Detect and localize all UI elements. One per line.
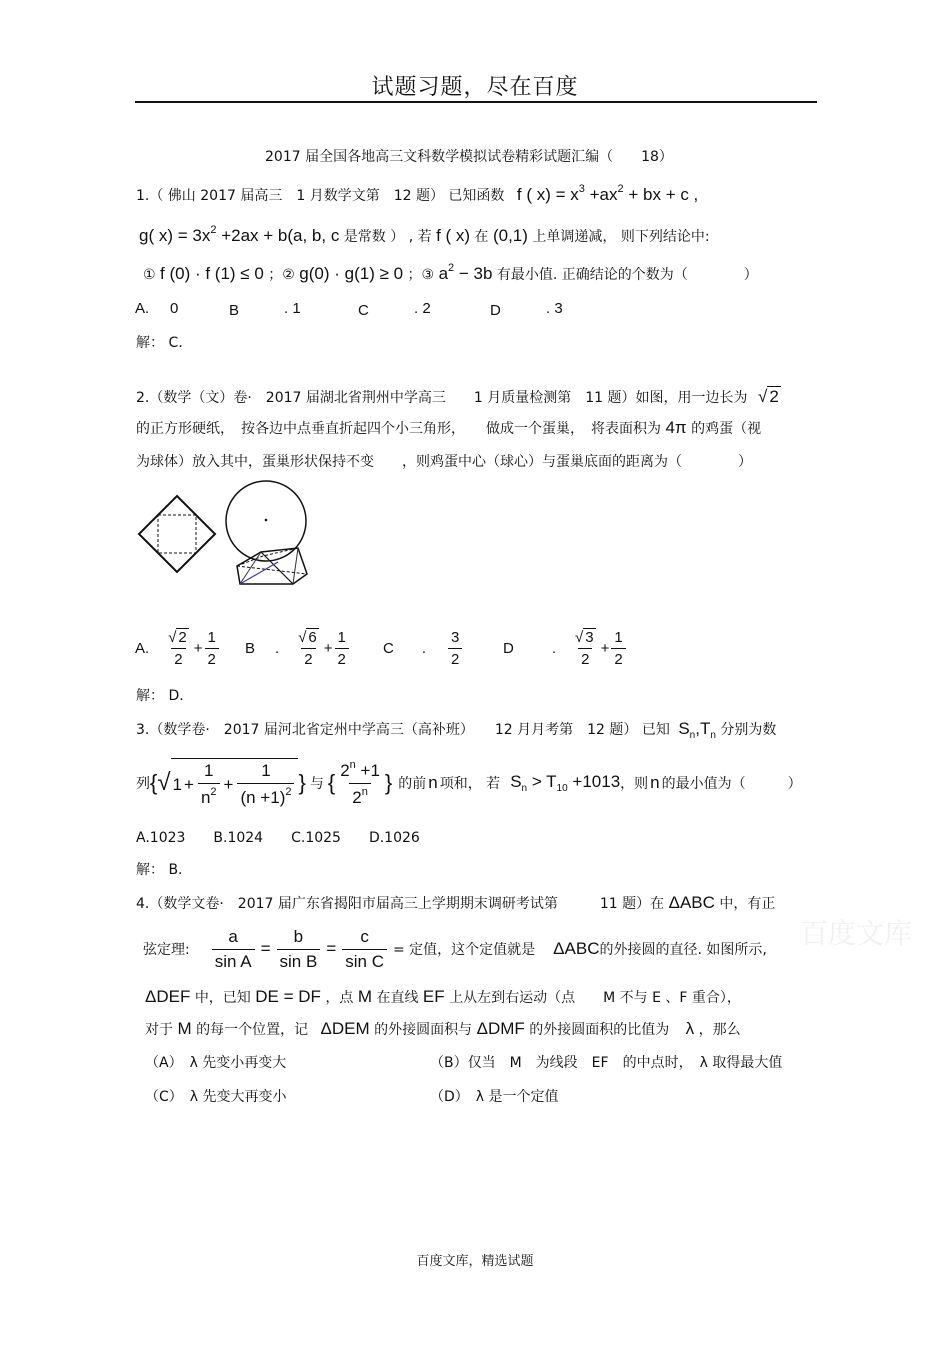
q1-line2: g( $x) = 3x^2 +2ax + b(a$, b, c 是常数 ） , 若 f ( x) 在 (0,1) 上单调递减， 则下列结论中: xyxy=(139,224,710,245)
q4-option-b: （B）仅当 M 为线段 EF 的中点时， λ 取得最大值 xyxy=(430,1055,783,1071)
square-paper-diagram xyxy=(139,496,215,572)
q2-line3: 为球体）放入其中，蛋巢形状保持不变 ，则鸡蛋中心（球心）与蛋巢底面的距离为（ ） xyxy=(136,454,752,470)
egg-in-nest-diagram xyxy=(226,481,307,584)
q4-line3: ΔDEF 中，已知 DE = DF ，点 M 在直线 EF 上从左到右运动（点 M 不与 E 、F 重合）， xyxy=(145,987,741,1006)
q2-option-b: B . $\frac{√ 6}{2}$ + $\frac{1}{2}$ xyxy=(245,624,351,672)
q2-line2: 的正方形硬纸， 按各边中点垂直折起四个小三角形， 做成一个蛋巢， 将表面积为 4π 的鸡蛋（视 xyxy=(136,418,762,437)
q3-answer: 解： B. xyxy=(136,862,183,878)
q1-choice-c-label: C xyxy=(358,302,369,319)
q1-f-expr: f ( $x) = x^3 +ax^2$ + bx + c , xyxy=(516,183,699,204)
q1-source: 1.（ 佛山 2017 届高三 1 月数学文第 12 题） 已知函数 xyxy=(136,188,505,204)
q1-choice-b-value: . 1 xyxy=(284,300,301,317)
q4-line4: 对于 M 的每一个位置，记 ΔDEM 的外接圆面积与 ΔDMF 的外接圆面积的比值为 λ ，那么 xyxy=(145,1019,741,1038)
q1-choice-c-value: . 2 xyxy=(414,300,431,317)
q1-line3: ① f (0) · f (1) ≤ 0 ；② g(0) · g(1) ≥ 0 ；③ $a^2 - 3b$ 有最小值. 正确结论的个数为（ ） xyxy=(143,262,758,283)
q2-line1: 2.（数学（文）卷· 2017 届湖北省荆州中学高三 1 月质量检测第 11 题）如图，用一边长为 √ 2 xyxy=(136,387,779,406)
watermark: 百度文库 xyxy=(800,917,913,950)
page-header-title: 试题习题，尽在百度 xyxy=(371,75,579,100)
page-footer: 百度文库，精选试题 xyxy=(416,1254,534,1269)
q2-answer: 解： D. xyxy=(136,688,184,704)
q3-choices: A.1023 B.1024 C.1025 D.1026 xyxy=(136,830,420,846)
q1-choice-b-label: B xyxy=(229,302,240,319)
q1-answer: 解： C. xyxy=(136,335,183,351)
q1-choice-d-value: . 3 xyxy=(546,300,563,317)
q3-line1: 3.（数学卷· 2017 届河北省定州中学高三（高补班） 12 月月考第 12 题） 已知 $S_n,T_n$ 分别为数 xyxy=(136,719,777,741)
q2-option-c: C . $\frac{3}{2}$ xyxy=(383,624,464,672)
q4-line1: 4.（数学文卷· 2017 届广东省揭阳市届高三上学期期末调研考试第 11 题）在 ΔABC 中，有正 xyxy=(136,893,776,912)
q1-choice-a-label: A. xyxy=(135,300,150,317)
document-title: 2017 届全国各地高三文科数学模拟试卷精彩试题汇编（ 18） xyxy=(265,149,673,165)
header-rule xyxy=(135,101,817,103)
q2-option-a: A. $\frac{√ 2}{2}$ + $\frac{1}{2}$ xyxy=(135,624,221,672)
q2-option-d: D . $\frac{√ 3}{2}$ + $\frac{1}{2}$ xyxy=(503,624,628,672)
q4-option-a: （A） λ 先变小再变大 xyxy=(145,1055,287,1071)
q1-g-expr: g( $x) = 3x^2 +2ax + b(a$, b, c xyxy=(139,224,340,245)
q4-option-c: （C） λ 先变大再变小 xyxy=(145,1089,287,1105)
q3-line2: 列 { √ 1 + $\frac{1}{n^2}$ + $\frac{1}{(n +1)^2}$ } 与 { $\frac{2^n +1}{2^n}$ } 的前 n 项和， 若 $S_n > T_{10} +1013$ ，则 n 的最小值为（ ） xyxy=(136,758,802,807)
q1-line1 xyxy=(136,183,698,205)
q4-option-d: （D） λ 是一个定值 xyxy=(430,1089,559,1105)
egg-nest-figure xyxy=(135,478,315,593)
q1-choice-d-label: D xyxy=(490,302,501,319)
q1-choice-a-value: 0 xyxy=(170,300,179,317)
q4-line2: 弦定理: $\frac{a}{\text{sin A}}$ = $\frac{b}{\text{sin B}}$ = $\frac{c}{\text{sin C}}$ = 定值，这个定值就是 ΔABC 的外接圆的直径. 如图所示, xyxy=(143,926,767,971)
